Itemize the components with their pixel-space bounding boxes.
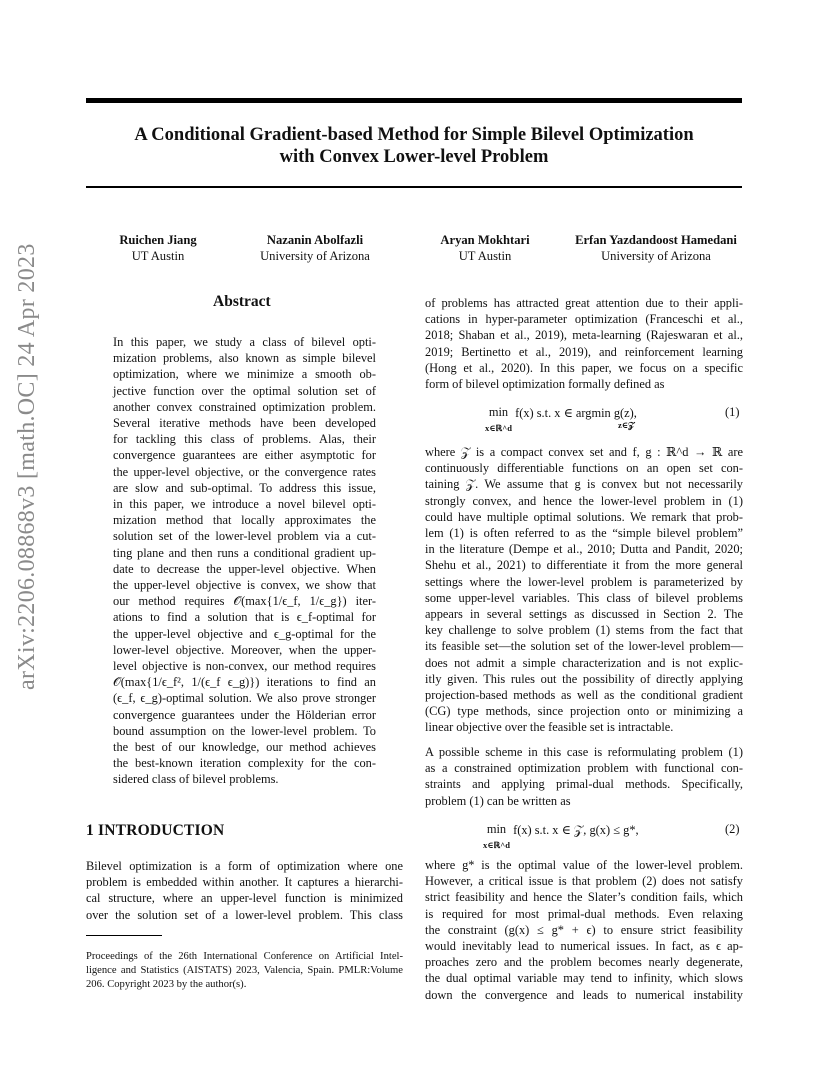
title-line-2: with Convex Lower-level Problem xyxy=(279,147,549,167)
text-line: cations in hyper-parameter optimization (Franceschi et al., xyxy=(425,312,743,327)
text-line: where g* is the optimal value of the lower-level problem. xyxy=(425,858,743,872)
text-line: convergence guarantees are either asymptotic for xyxy=(113,448,376,463)
text-line: does not admit a simple characterization and is not explic- xyxy=(425,655,743,670)
title-top-rule xyxy=(86,98,742,103)
text-line: the upper-level objective, or the convergence rates xyxy=(113,464,376,479)
text-line: strongly convex, and hence the lower-level problem in (1) xyxy=(425,493,743,508)
arxiv-stamp: arXiv:2206.08868v3 [math.OC] 24 Apr 2023 xyxy=(14,243,40,690)
text-line: 𝒪(max{1/ϵ_f², 1/(ϵ_f ϵ_g)}) iterations to find an xyxy=(113,675,376,690)
text-line: over the solution set of a lower-level problem. This class xyxy=(86,907,403,922)
text-line: ations to find a solution that is ϵ_f-optimal for xyxy=(113,610,376,625)
text-line: problem is embedded within another. It captures a hierarchi- xyxy=(86,875,403,890)
text-line: (Hong et al., 2020). In this paper, we focus on a specific xyxy=(425,360,743,375)
text-line: ligence and Statistics (AISTATS) 2023, Valencia, Spain. PMLR: xyxy=(86,965,371,977)
text-line: our method requires 𝒪(max{1/ϵ_f, 1/ϵ_g}) iter- xyxy=(113,594,376,609)
text-line: are slow and sub-optimal. To address this issue, xyxy=(113,480,376,495)
text-line: proaches zero and the problem becomes nearly degenerate, xyxy=(425,955,743,970)
text-line: another convex constrained optimization problem. xyxy=(113,399,376,414)
text-line: Bilevel optimization is a form of optimization where one xyxy=(86,859,403,873)
right-paragraph-4 xyxy=(425,857,743,1003)
text-line: the best-known iteration complexity for the con- xyxy=(113,756,376,771)
text-line: projection-based methods as well as the conditional gradient xyxy=(425,688,743,703)
author-affiliation: University of Arizona xyxy=(260,249,370,263)
text-line: ting plane and then runs a conditional gradient up- xyxy=(113,545,376,560)
text-line: down the convergence and leads to numerical instability xyxy=(425,987,743,1002)
footnote-rule xyxy=(86,935,162,936)
text-line: 2018; Shaban et al., 2019), meta-learning (Rajeswaran et al., xyxy=(425,328,743,343)
text-line: 2019; Bertinetto et al., 2019), and reinforcement learning xyxy=(425,344,743,359)
text-line: Volume 206. Copyright 2023 by the author(s). xyxy=(86,965,403,991)
abstract-body xyxy=(113,334,376,788)
text-line: is required for most primal-dual methods. Even relaxing xyxy=(425,906,743,921)
text-line: as a constrained optimization problem with functional con- xyxy=(425,761,743,776)
text-line: settings where the lower-level problem is parameterized by xyxy=(425,574,743,589)
author-name: Erfan Yazdandoost Hamedani xyxy=(575,233,737,247)
author-name: Nazanin Abolfazli xyxy=(266,233,364,247)
text-line: the upper-level objective is convex, we show that xyxy=(113,578,376,593)
eq1-number: (1) xyxy=(725,405,740,419)
text-line: could have multiple optimal solutions. We remark that prob- xyxy=(425,509,743,524)
text-line: convergence guarantees under the Hölderian error xyxy=(113,707,376,722)
text-line: would inevitably lead to numerical issues. In fact, as ϵ ap- xyxy=(425,939,743,954)
right-paragraph-1 xyxy=(425,295,743,392)
text-line: optimization, where we minimize a smooth ob- xyxy=(113,367,376,382)
text-line: Proceedings of the 26th International Conference on Artificial Intel- xyxy=(86,951,403,962)
title-bottom-rule xyxy=(86,186,742,188)
text-line: form of bilevel optimization formally defined as xyxy=(425,377,665,392)
text-line: the constraint (g(x) ≤ g* + ϵ) to ensure strict feasibility xyxy=(425,922,743,937)
text-line: bound assumption on the lower-level problem. To xyxy=(113,723,376,738)
text-line: appears in several settings as discussed in Section 2. The xyxy=(425,607,743,622)
footnote xyxy=(86,950,403,993)
text-line: jective function over the optimal solution set of xyxy=(113,383,376,398)
text-line: in the literature (Dempe et al., 2010; Dutta and Pandit, 2020; xyxy=(425,542,743,557)
text-line: solution set of the lower-level problem via a cut- xyxy=(113,529,376,544)
text-line: In this paper, we study a class of bilevel opti- xyxy=(113,335,376,349)
text-line: sidered class of bilevel problems. xyxy=(113,772,279,787)
author-affiliation: UT Austin xyxy=(131,249,185,263)
text-line: key challenge to solve problem (1) stems from the fact that xyxy=(425,623,743,638)
text-line: continuously differentiable functions on an open set con- xyxy=(425,461,743,476)
text-line: linear objective over the feasible set is intractable. xyxy=(425,720,674,735)
text-line: A possible scheme in this case is reformulating problem (1) xyxy=(425,745,743,759)
equation-1 xyxy=(485,405,637,435)
title-line-1: A Conditional Gradient-based Method for Simple Bilevel Optimization xyxy=(134,125,694,145)
intro-paragraph-left xyxy=(86,858,403,923)
author-2 xyxy=(242,232,388,264)
text-line: of problems has attracted great attention due to their appli- xyxy=(425,296,743,310)
eq2-body: f(x) s.t. x ∈ 𝒵, g(x) ≤ g*, xyxy=(513,823,639,837)
text-line: However, a critical issue is that problem (2) does not satisfy xyxy=(425,874,743,889)
equation-2 xyxy=(483,822,639,852)
section-heading-introduction: 1 INTRODUCTION xyxy=(86,822,225,839)
text-line: its feasible set—the solution set of the lower-level problem— xyxy=(425,639,743,654)
right-paragraph-3 xyxy=(425,744,743,809)
text-line: lower-level objective. Moreover, when the upper- xyxy=(113,642,376,657)
text-line: mization problems, also known as simple bilevel xyxy=(113,351,376,366)
text-line: some upper-level variables. This class of bilevel problems xyxy=(425,590,743,605)
text-line: in this paper, we introduce a novel bilevel opti- xyxy=(113,497,376,512)
eq2-min-sub: x∈ℝ^d xyxy=(483,840,510,850)
eq2-min: min xyxy=(486,822,507,836)
right-paragraph-2 xyxy=(425,444,743,736)
text-line: taining 𝒵. We assume that g is convex but not necessarily xyxy=(425,477,743,492)
text-line: problem (1) can be written as xyxy=(425,793,571,808)
text-line: Shehu et al., 2021) to differentiate it from the more general xyxy=(425,558,743,573)
text-line: where 𝒵 is a compact convex set and f, g : ℝ^d → ℝ are xyxy=(425,445,743,459)
author-affiliation: University of Arizona xyxy=(601,249,711,263)
author-3 xyxy=(425,232,545,264)
eq1-min: min xyxy=(488,405,509,419)
eq2-number: (2) xyxy=(725,822,740,836)
text-line: straints and applying primal-dual methods. Specifically, xyxy=(425,777,743,792)
author-name: Aryan Mokhtari xyxy=(440,233,530,247)
abstract-heading: Abstract xyxy=(213,293,271,310)
eq1-min-sub: x∈ℝ^d xyxy=(485,423,512,433)
text-line: for tackling this class of problems. Alas, their xyxy=(113,432,376,447)
text-line: mization method that locally approximates the xyxy=(113,513,376,528)
text-line: lem (1) is often referred to as the “simple bilevel problem” xyxy=(425,526,743,541)
text-line: (ϵ_f, ϵ_g)-optimal solution. We also prove stronger xyxy=(113,691,376,706)
paper-title xyxy=(86,124,742,168)
text-line: Several iterative methods have been developed xyxy=(113,416,376,431)
author-name: Ruichen Jiang xyxy=(119,233,197,247)
text-line: date to decrease the upper-level objective. When xyxy=(113,561,376,576)
author-1 xyxy=(98,232,218,264)
author-4 xyxy=(556,232,756,264)
author-affiliation: UT Austin xyxy=(458,249,512,263)
eq1-body: f(x) s.t. x ∈ argmin g(z), xyxy=(515,406,637,420)
text-line: level objective is non-convex, our method requires xyxy=(113,659,376,674)
text-line: the upper-level objective and ϵ_g-optimal for the xyxy=(113,626,376,641)
text-line: the dual optimal variable may tend to infinity, which slows xyxy=(425,971,743,986)
text-line: cal structure, where an upper-level function is minimized xyxy=(86,891,403,906)
text-line: strict feasibility and hence the Slater’s condition fails, which xyxy=(425,890,743,905)
text-line: (CG) type methods, since projection onto or minimizing a xyxy=(425,704,743,719)
text-line: the best of our knowledge, our method achieves xyxy=(113,740,376,755)
text-line: itly given. This rules out the possibility of directly applying xyxy=(425,671,743,686)
eq1-argmin-sub: z∈𝒵 xyxy=(618,420,635,430)
